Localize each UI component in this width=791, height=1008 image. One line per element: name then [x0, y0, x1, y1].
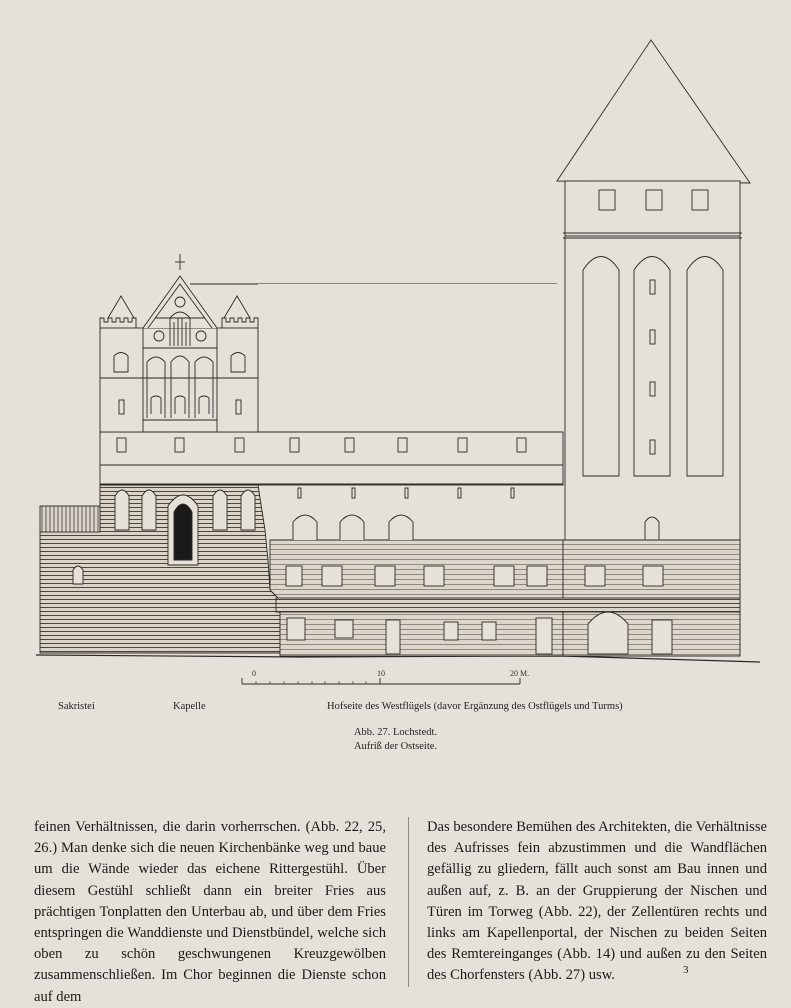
left-paragraph: feinen Verhältnissen, die darin vorherrschen. (Abb. 22, 25, 26.) Man denke sich die neuen Kirchenbänke weg und baue um die Wände wieder das eichene Rittergestühl. Über diesem Gestühl schließt dann ein breiter Fries aus prächtigen Tonplatten den Unterbau ab, und über dem Fries entspringen die Wanddienste und Dienstbündel, welche sich oben zu schön geschwungenen Kreuzgewölben zusammenschließen. Im Chor beginnen die Dienste schon auf dem	[34, 819, 386, 1005]
caption-kapelle: Kapelle	[173, 701, 206, 712]
scale-label-10: 10	[377, 669, 385, 678]
text-column-left	[34, 817, 386, 1008]
figure-title: Abb. 27. Lochstedt.	[353, 727, 438, 738]
right-paragraph: Das besondere Bemühen des Architekten, die Verhältnisse des Aufrisses fein abzustimmen und die Wandflächen gefällig zu gliedern, fällt auch sonst am Bau innen und außen auf, z. B. an der Gruppierung der Nischen und Türen im Torweg (Abb. 22), der Zellentüren rechts und links am Kapellenportal, der Nischen zu beiden Seiten des Remtereinganges (Abb. 14) und außen zu den Seiten des Chorfensters (Abb. 27) usw.	[427, 819, 767, 984]
figure-subtitle: Aufriß der Ostseite.	[353, 741, 438, 752]
text-column-right	[408, 817, 767, 987]
page-number: 3	[683, 964, 689, 976]
west-wing-upper	[100, 254, 563, 498]
scale-label-0: 0	[252, 669, 256, 678]
chapel	[40, 485, 280, 653]
scale-label-20: 20 M.	[510, 669, 530, 678]
scale-bar	[242, 678, 520, 684]
caption-hofseite: Hofseite des Westflügels (davor Ergänzung des Ostflügels und Turms)	[327, 701, 623, 712]
caption-sakristei: Sakristei	[58, 701, 95, 712]
